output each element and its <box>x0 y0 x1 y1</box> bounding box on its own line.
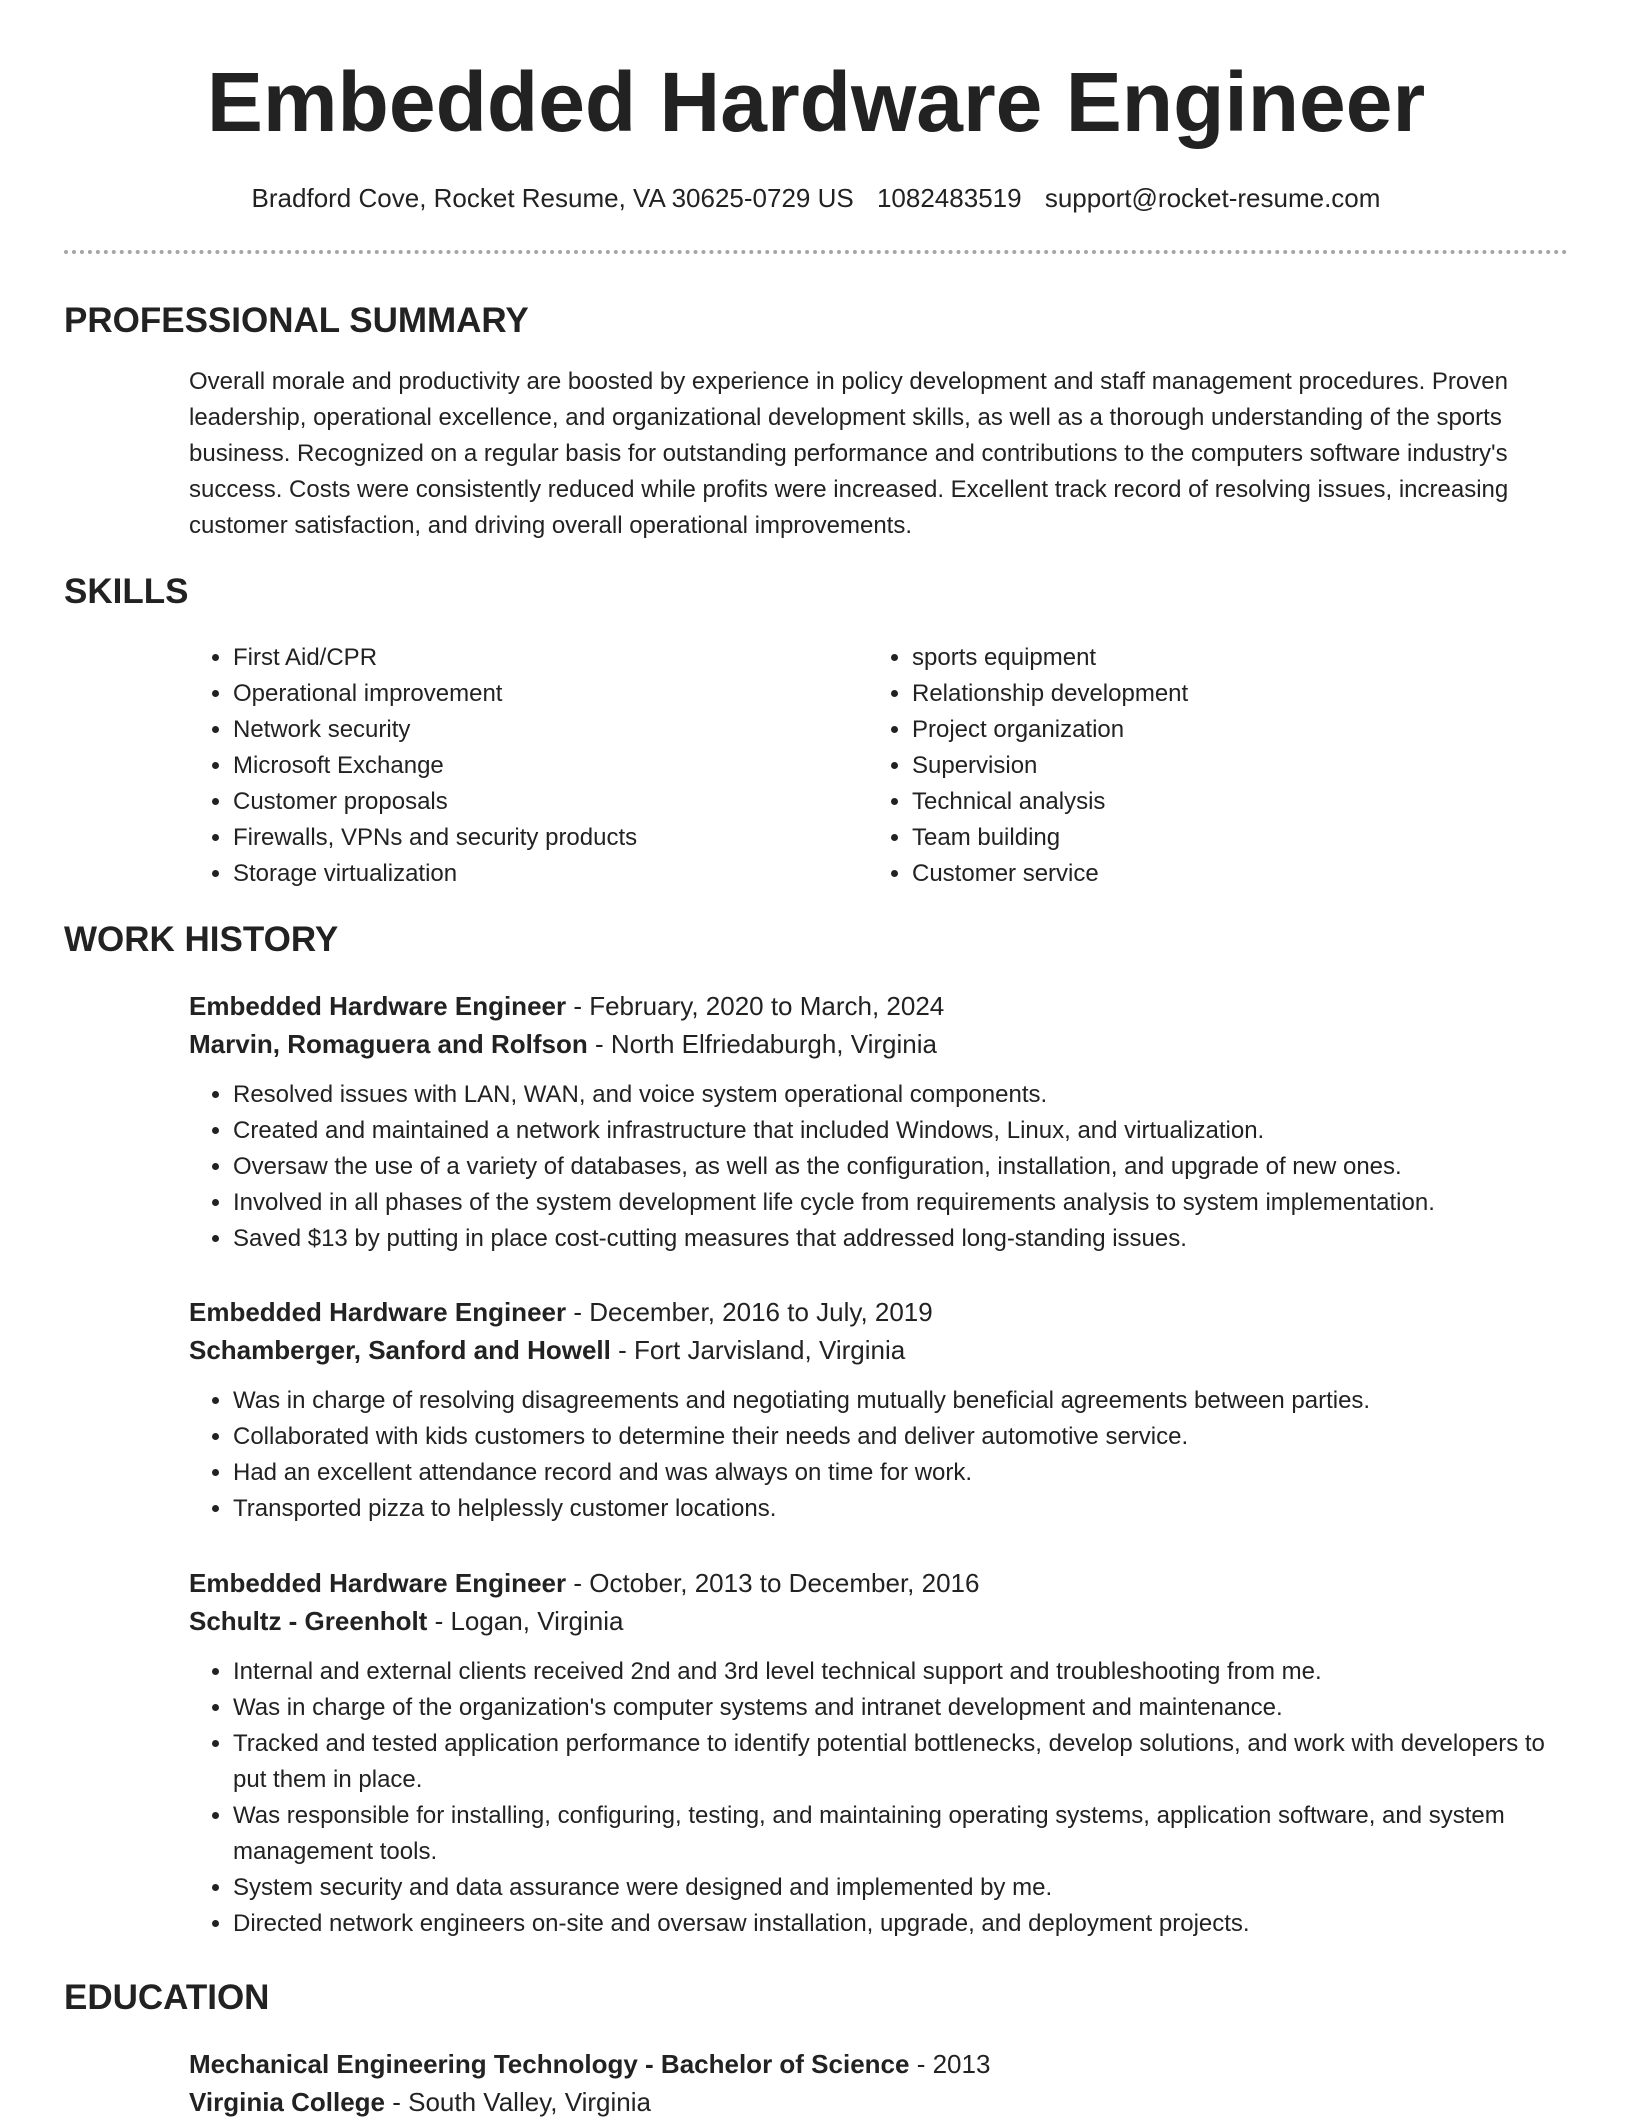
job-bullets <box>189 1383 1569 1527</box>
skill-item: • Team building <box>912 820 1547 856</box>
job-bullet: • System security and data assurance were designed and implemented by me. <box>233 1870 1569 1906</box>
job-bullets <box>189 1654 1569 1942</box>
contact-address: Bradford Cove, Rocket Resume, VA 30625-0729 US <box>251 183 854 213</box>
education-year: - 2013 <box>909 2049 991 2079</box>
job-bullet: • Involved in all phases of the system development life cycle from requirements analysis to system implementation. <box>233 1185 1569 1221</box>
job-bullet: • Directed network engineers on-site and oversaw installation, upgrade, and deployment projects. <box>233 1906 1569 1942</box>
job-dates: - December, 2016 to July, 2019 <box>566 1297 933 1327</box>
education-location: - South Valley, Virginia <box>385 2087 651 2117</box>
skills-list <box>189 640 1569 892</box>
job-company: Schamberger, Sanford and Howell <box>189 1335 611 1365</box>
job-entry <box>189 1293 1569 1527</box>
job-bullet: • Was in charge of resolving disagreements and negotiating mutually beneficial agreements between parties. <box>233 1383 1569 1419</box>
job-bullet: • Collaborated with kids customers to determine their needs and deliver automotive service. <box>233 1419 1569 1455</box>
job-dates: - February, 2020 to March, 2024 <box>566 991 945 1021</box>
job-title: Embedded Hardware Engineer <box>189 1297 567 1327</box>
job-location: - Logan, Virginia <box>427 1606 624 1636</box>
skill-item: • Supervision <box>912 748 1547 784</box>
skill-item: • Project organization <box>912 712 1547 748</box>
skills-heading: SKILLS <box>64 572 189 611</box>
skill-item: • Operational improvement <box>233 676 868 712</box>
job-title: Embedded Hardware Engineer <box>189 1568 567 1598</box>
education-heading: EDUCATION <box>64 1978 270 2017</box>
skill-item: • Customer proposals <box>233 784 868 820</box>
job-company: Schultz - Greenholt <box>189 1606 428 1636</box>
skill-item: • Relationship development <box>912 676 1547 712</box>
education-entry <box>189 2045 1569 2121</box>
skill-item: • sports equipment <box>912 640 1547 676</box>
job-bullet: • Tracked and tested application performance to identify potential bottlenecks, develop solutions, and work with developers to put them in place. <box>233 1726 1569 1798</box>
job-bullet: • Was responsible for installing, configuring, testing, and maintaining operating systems, application software, and system management tools. <box>233 1798 1569 1870</box>
job-bullet: • Created and maintained a network infrastructure that included Windows, Linux, and virtualization. <box>233 1113 1569 1149</box>
skill-item: • Technical analysis <box>912 784 1547 820</box>
job-dates: - October, 2013 to December, 2016 <box>566 1568 980 1598</box>
job-bullet: • Was in charge of the organization's computer systems and intranet development and maintenance. <box>233 1690 1569 1726</box>
skills-column-right <box>868 640 1547 892</box>
job-bullet: • Saved $13 by putting in place cost-cutting measures that addressed long-standing issues. <box>233 1221 1569 1257</box>
header-divider <box>64 250 1568 254</box>
job-company-line <box>189 1602 1569 1640</box>
education-degree: Mechanical Engineering Technology - Bachelor of Science <box>189 2049 910 2079</box>
job-company-line <box>189 1025 1569 1063</box>
skill-item: • Storage virtualization <box>233 856 868 892</box>
job-location: - North Elfriedaburgh, Virginia <box>587 1029 937 1059</box>
job-bullet: • Transported pizza to helplessly customer locations. <box>233 1491 1569 1527</box>
skills-column-left <box>189 640 868 892</box>
education-school-line <box>189 2083 1569 2121</box>
job-bullet: • Internal and external clients received 2nd and 3rd level technical support and troubleshooting from me. <box>233 1654 1569 1690</box>
job-bullets <box>189 1077 1569 1257</box>
skill-item: • Customer service <box>912 856 1547 892</box>
work-history-heading: WORK HISTORY <box>64 920 339 959</box>
job-bullet: • Oversaw the use of a variety of databases, as well as the configuration, installation, and upgrade of new ones. <box>233 1149 1569 1185</box>
job-entry <box>189 987 1569 1257</box>
education-school: Virginia College <box>189 2087 386 2117</box>
skill-item: • Firewalls, VPNs and security products <box>233 820 868 856</box>
contact-line <box>0 182 1632 214</box>
summary-heading: PROFESSIONAL SUMMARY <box>64 301 529 340</box>
job-company: Marvin, Romaguera and Rolfson <box>189 1029 588 1059</box>
job-location: - Fort Jarvisland, Virginia <box>610 1335 906 1365</box>
job-company-line <box>189 1331 1569 1369</box>
resume-title: Embedded Hardware Engineer <box>206 55 1426 149</box>
job-entry <box>189 1564 1569 1942</box>
skill-item: • Microsoft Exchange <box>233 748 868 784</box>
contact-phone: 1082483519 <box>876 183 1022 213</box>
job-title-line <box>189 1293 1569 1331</box>
summary-text: Overall morale and productivity are boosted by experience in policy development and staff management procedures. Proven leadership, operational excellence, and organizational development skills, as well as a thorough understanding of the sports business. Recognized on a regular basis for outstanding performance and contributions to the computers software industry's success. Costs were consistently reduced while profits were increased. Excellent track record of resolving issues, increasing customer satisfaction, and driving overall operational improvements. <box>189 368 1509 539</box>
job-title: Embedded Hardware Engineer <box>189 991 567 1021</box>
job-title-line <box>189 1564 1569 1602</box>
skill-item: • Network security <box>233 712 868 748</box>
contact-email[interactable]: support@rocket-resume.com <box>1044 183 1381 213</box>
education-degree-line <box>189 2045 1569 2083</box>
job-title-line <box>189 987 1569 1025</box>
skill-item: • First Aid/CPR <box>233 640 868 676</box>
job-bullet: • Had an excellent attendance record and was always on time for work. <box>233 1455 1569 1491</box>
job-bullet: • Resolved issues with LAN, WAN, and voice system operational components. <box>233 1077 1569 1113</box>
